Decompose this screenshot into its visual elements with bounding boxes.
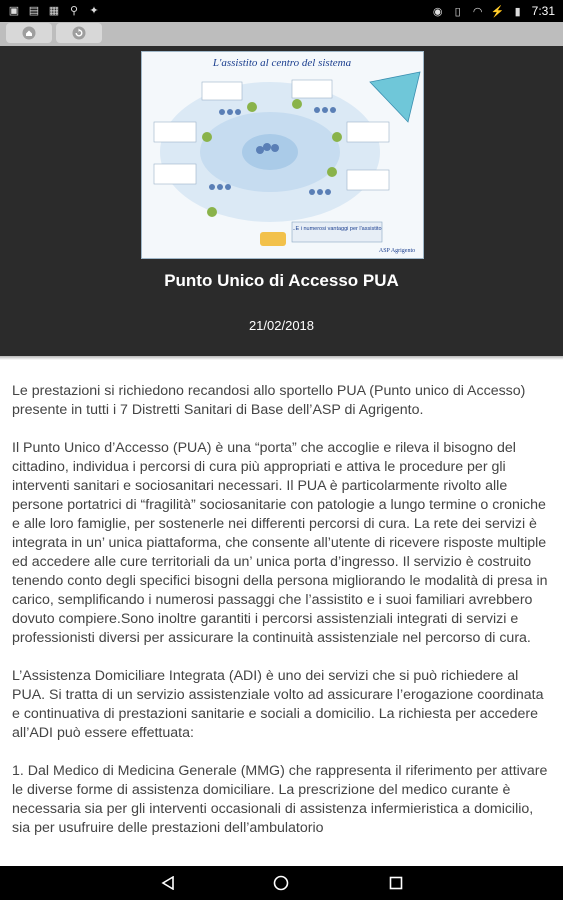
article-title: Punto Unico di Accesso PUA: [164, 271, 399, 290]
back-icon: [161, 876, 175, 890]
article-body: [12, 382, 552, 857]
recents-icon: [389, 876, 403, 890]
figure-heading: L'assistito al centro del sistema: [212, 57, 352, 69]
vibrate-icon: ▯: [454, 5, 461, 18]
article-paragraph: 1. Dal Medico di Medicina Generale (MMG) che rappresenta il riferimento per attivare le diverse forme di assistenza domiciliare. La prescrizione del medico curante è necessaria sia per gli interventi occasionali di assistenza infermieristica a domicilio, sia per usufruire delle prestazioni dell’ambulatorio: [12, 763, 548, 836]
article-image: [141, 51, 424, 259]
sd-card-icon: ▤: [28, 4, 40, 17]
home-button[interactable]: [6, 23, 52, 43]
home-nav-button[interactable]: [272, 875, 290, 891]
figure-caption: ..E i numerosi vantaggi per l'assistito: [292, 226, 382, 232]
status-left-icons: [8, 4, 100, 16]
article-date: 21/02/2018: [248, 318, 315, 333]
article-hero: [0, 46, 563, 356]
status-time: 7:31: [531, 4, 555, 18]
back-button[interactable]: [159, 875, 177, 891]
refresh-icon: [72, 26, 86, 40]
figure-brand: ASP Agrigento: [378, 248, 416, 254]
status-bar: [0, 0, 563, 22]
refresh-button[interactable]: [56, 23, 102, 43]
usb-icon: ⚲: [69, 4, 79, 17]
diagram-illustration: [142, 52, 423, 258]
no-battery-saver-icon: ⚡: [490, 5, 505, 18]
status-right-icons: [432, 4, 555, 18]
recents-button[interactable]: [387, 875, 405, 891]
article-paragraph: Le prestazioni si richiedono recandosi allo sportello PUA (Punto unico di Accesso) presente in tutti i 7 Distretti Sanitari di Base dell’ASP di Agrigento.: [12, 383, 526, 418]
home-icon: [22, 26, 36, 40]
home-circle-icon: [273, 875, 289, 891]
article-paragraph: L’Assistenza Domiciliare Integrata (ADI) è uno dei servizi che si può richiedere al PUA. Si tratta di un servizio assistenziale volto ad assicurare l’erogazione coordinata e continuativa di prestazioni sanitarie e sociali a domicilio. La richiesta per accedere all’ADI può essere effettuata:: [12, 668, 544, 741]
hero-shadow: [0, 356, 563, 360]
android-nav-bar: [0, 866, 563, 900]
android-debug-icon: ✦: [89, 4, 99, 17]
image-icon: ▣: [8, 4, 20, 17]
photo-icon: ▦: [48, 4, 60, 17]
top-toolbar: [0, 22, 563, 46]
article-paragraph: Il Punto Unico d’Accesso (PUA) è una “porta” che accoglie e rileva il bisogno del cittadino, individua i percorsi di cura più appropriati e attiva le procedure per gli interventi sanitari e sociosanitari necessari. Il PUA è particolarmente rivolto alle persone portatrici di “fragilità” sociosanitarie con patologie a lungo termine o croniche e alle loro famiglie, per sostenerle nei differenti percorsi di cura. La rete dei servizi è integrata in un’ unica piattaforma, che consente all’utente di ricevere risposte multiple ed accedere alle cure territoriali da un’ unica porta d’ingresso. Il servizio è costruito tenendo conto degli specifici bisogni della persona migliorando le modalità di presa in carico, semplificando i numerosi passaggi che l’assistito e i suoi familiari avrebbero dovuto compiere.Sono inoltre garantiti i percorsi assistenziali integrati di servizi e professionisti diversi per assicurare la continuità assistenziale nel percorso di cura.: [12, 440, 548, 646]
wifi-icon: ◠: [472, 5, 483, 18]
eye-icon: ◉: [432, 5, 443, 18]
battery-icon: ▮: [514, 5, 521, 18]
